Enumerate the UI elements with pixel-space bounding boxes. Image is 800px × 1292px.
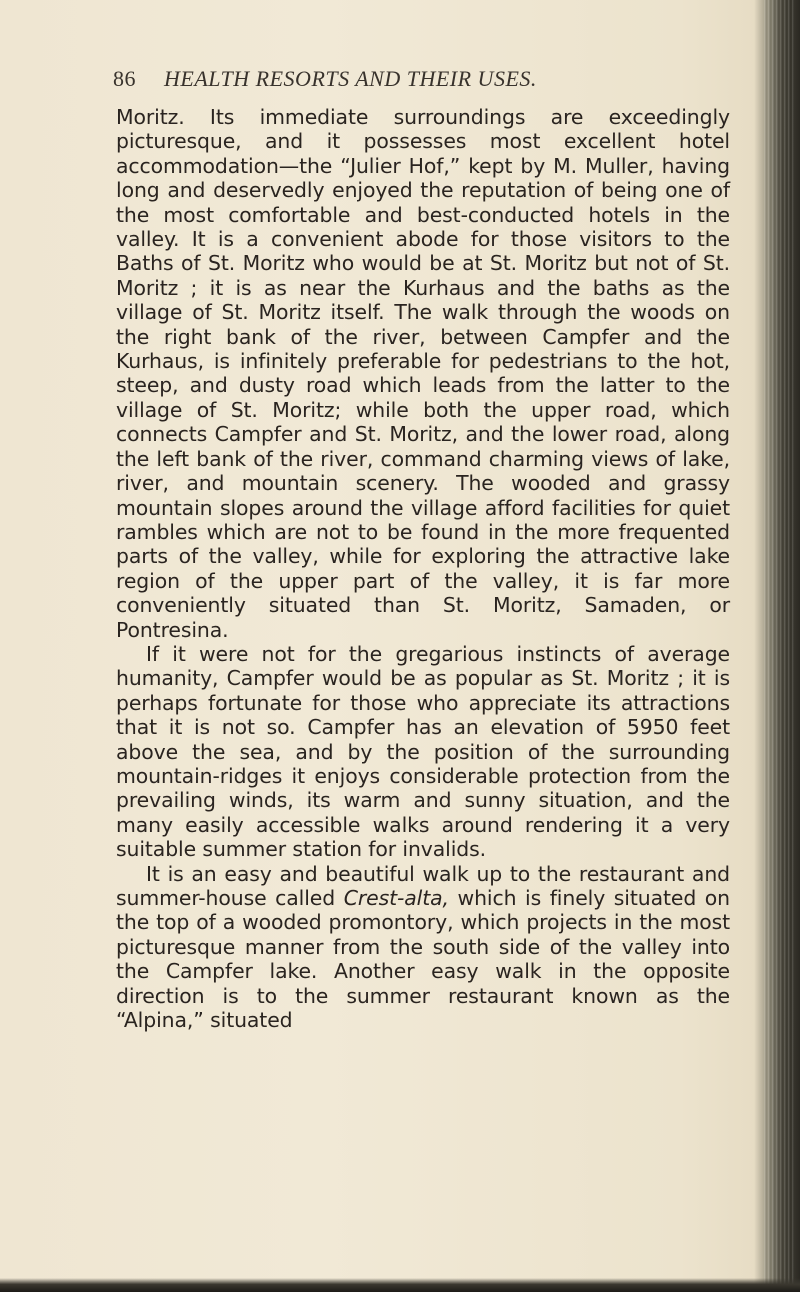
paragraph-3-text-after: which is finely situated on the top of a wooded promontory, which projects in the most picturesque manner from the south side of the valley into the Campfer lake. Another easy walk in the opposite direction is to the summer restaurant known as the “Alpina,” situated <box>116 886 730 1033</box>
running-title: HEALTH RESORTS AND THEIR USES. <box>164 66 537 91</box>
page-bottom-edge <box>0 1278 800 1292</box>
body-text <box>116 105 730 1032</box>
paragraph-1: Moritz. Its immediate surroundings are exceedingly picturesque, and it possesses most excellent hotel accommodation—the “Julier Hof,” kept by M. Muller, having long and deservedly enjoyed the reputation of being one of the most comfortable and best-conducted hotels in the valley. It is a convenient abode for those visitors to the Baths of St. Moritz who would be at St. Moritz but not of St. Moritz ; it is as near the Kurhaus and the baths as the village of St. Moritz itself. The walk through the woods on the right bank of the river, between Campfer and the Kurhaus, is infinitely preferable for pedestrians to the hot, steep, and dusty road which leads from the latter to the village of St. Moritz; while both the upper road, which connects Campfer and St. Moritz, and the lower road, along the left bank of the river, command charming views of lake, river, and mountain scenery. The wooded and grassy mountain slopes around the village afford facilities for quiet rambles which are not to be found in the more frequented parts of the valley, while for exploring the attractive lake region of the upper part of the valley, it is far more conveniently situated than St. Moritz, Samaden, or Pontresina. <box>116 105 730 642</box>
page-edge-texture <box>764 0 794 1292</box>
paragraph-2: If it were not for the gregarious instincts of average humanity, Campfer would be as popular as St. Moritz ; it is perhaps fortunate for those who appreciate its attractions that it is not so. Campfer has an elevation of 5950 feet above the sea, and by the position of the surrounding mountain-ridges it enjoys considerable protection from the prevailing winds, its warm and sunny situation, and the many easily accessible walks around rendering it a very suitable summer station for invalids. <box>116 641 730 862</box>
page-number: 86 <box>113 66 136 91</box>
paragraph-3 <box>116 862 730 1033</box>
crest-alta-term: Crest-alta, <box>343 886 449 910</box>
running-header <box>113 66 733 92</box>
paragraph-3-text-before: It is an easy and beautiful walk up to the restaurant and summer-house called <box>116 861 730 910</box>
